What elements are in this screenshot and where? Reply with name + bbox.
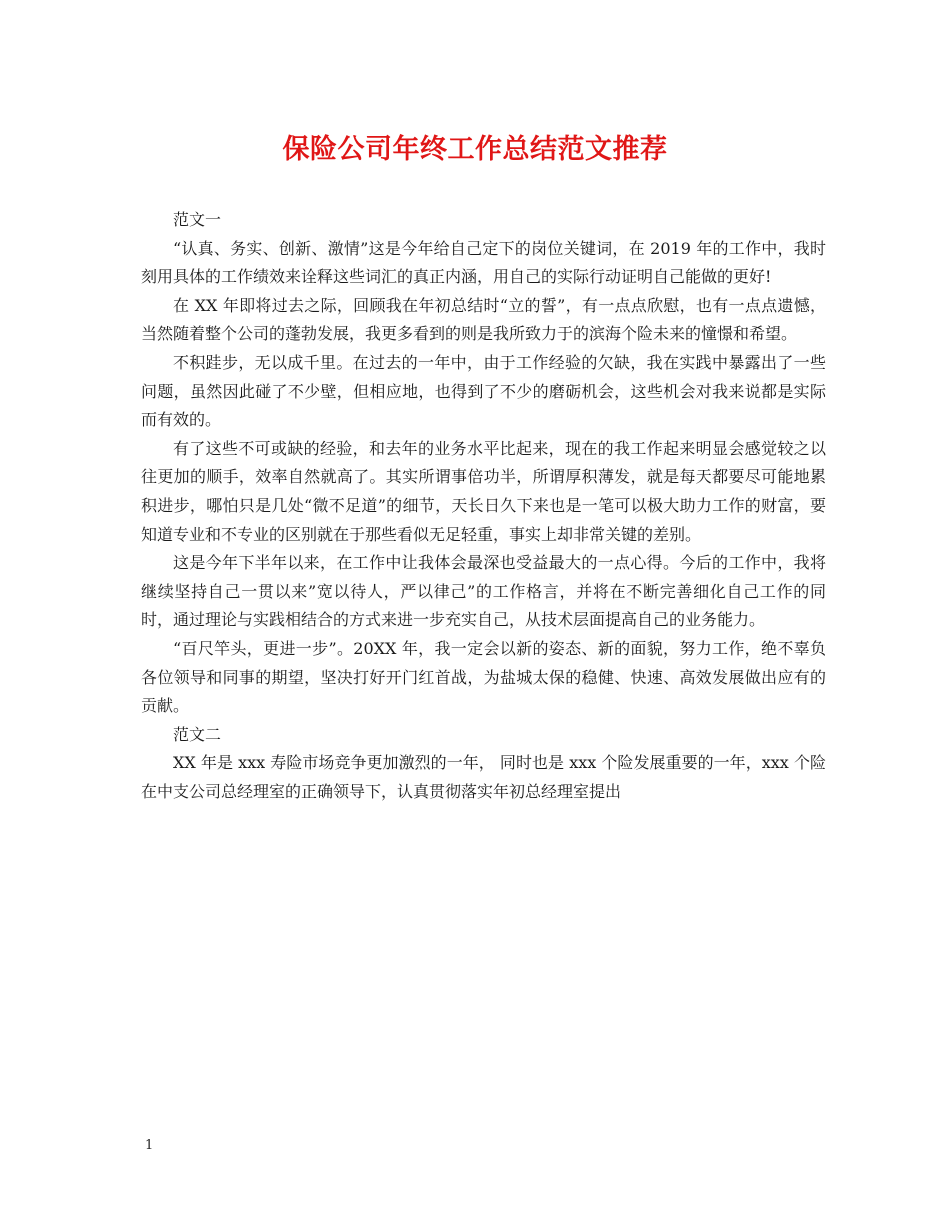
section-heading: 范文二 [173,724,222,744]
body-paragraph: 在 XX 年即将过去之际，回顾我在年初总结时“立的誓”，有一点点欣慰，也有一点点遗憾，当然随着整个公司的蓬勃发展，我更多看到的则是我所致力于的滨海个险未来的憧憬和希望。 [141,295,826,344]
body-paragraph: 不积跬步，无以成千里。在过去的一年中，由于工作经验的欠缺，我在实践中暴露出了一些问题，虽然因此碰了不少壁，但相应地，也得到了不少的磨砺机会，这些机会对我来说都是实际而有效的。 [141,352,826,430]
document-body [141,206,826,806]
body-paragraph: 有了这些不可或缺的经验，和去年的业务水平比起来，现在的我工作起来明显会感觉较之以往更加的顺手，效率自然就高了。其实所谓事倍功半，所谓厚积薄发，就是每天都要尽可能地累积进步，哪怕只是几处“微不足道”的细节，天长日久下来也是一笔可以极大助力工作的财富，要知道专业和不专业的区别就在于那些看似无足轻重，事实上却非常关键的差别。 [141,438,826,544]
body-paragraph: “认真、务实、创新、激情”这是今年给自己定下的岗位关键词，在 2019 年的工作中，我时刻用具体的工作绩效来诠释这些词汇的真正内涵，用自己的实际行动证明自己能做的更好! [141,238,826,287]
document-title: 保险公司年终工作总结范文推荐 [282,134,668,165]
section-heading: 范文一 [173,210,222,229]
page-number: 1 [145,1138,154,1153]
body-paragraph: “百尺竿头，更进一步”。20XX 年，我一定会以新的姿态、新的面貌，努力工作，绝不辜负各位领导和同事的期望，坚决打好开门红首战，为盐城太保的稳健、快速、高效发展做出应有的贡献。 [141,638,826,716]
body-paragraph: XX 年是 xxx 寿险市场竞争更加激烈的一年， 同时也是 xxx 个险发展重要的一年，xxx 个险在中支公司总经理室的正确领导下，认真贯彻落实年初总经理室提出 [141,753,826,801]
body-paragraph: 这是今年下半年以来，在工作中让我体会最深也受益最大的一点心得。今后的工作中，我将继续坚持自己一贯以来”宽以待人，严以律己”的工作格言，并将在不断完善细化自己工作的同时，通过理论与实践相结合的方式来进一步充实自己，从技术层面提高自己的业务能力。 [141,553,826,630]
